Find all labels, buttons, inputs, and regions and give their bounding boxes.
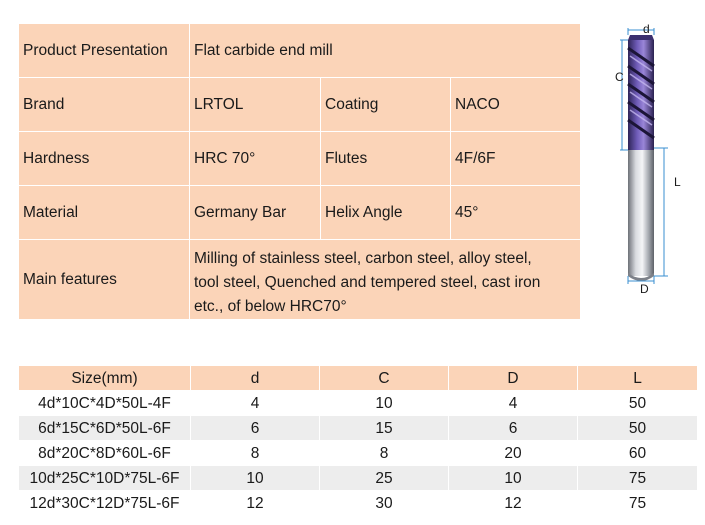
dimension-l-label: L <box>674 175 681 189</box>
cell-l: 50 <box>578 416 697 441</box>
spec-row-brand <box>19 78 580 132</box>
hardness-value: HRC 70° <box>190 132 321 186</box>
hardness-label: Hardness <box>19 132 190 186</box>
cell-d: 6 <box>191 416 320 441</box>
shank <box>628 148 654 276</box>
cell-size: 4d*10C*4D*50L-4F <box>19 391 191 416</box>
cell-c: 10 <box>320 391 449 416</box>
table-row <box>19 466 697 491</box>
flutes-value: 4F/6F <box>451 132 580 186</box>
material-value: Germany Bar <box>190 186 321 240</box>
coating-label: Coating <box>321 78 451 132</box>
header-l: L <box>578 366 697 391</box>
material-label: Material <box>19 186 190 240</box>
cell-c: 8 <box>320 441 449 466</box>
header-d: d <box>191 366 320 391</box>
helix-label: Helix Angle <box>321 186 451 240</box>
header-size: Size(mm) <box>19 366 191 391</box>
header-dd: D <box>449 366 578 391</box>
spec-row-material <box>19 186 580 240</box>
cell-size: 6d*15C*6D*50L-6F <box>19 416 191 441</box>
cell-d: 10 <box>191 466 320 491</box>
spec-table <box>19 24 580 320</box>
cell-d: 12 <box>191 491 320 516</box>
product-value: Flat carbide end mill <box>190 24 580 78</box>
cell-d: 8 <box>191 441 320 466</box>
spec-row-hardness <box>19 132 580 186</box>
cell-d: 4 <box>191 391 320 416</box>
cell-dd: 6 <box>449 416 578 441</box>
helix-value: 45° <box>451 186 580 240</box>
cell-dd: 20 <box>449 441 578 466</box>
end-mill-diagram <box>598 18 705 303</box>
flute-tip <box>628 35 654 40</box>
features-line-3: etc., of below HRC70° <box>194 298 347 315</box>
coating-value: NACO <box>451 78 580 132</box>
cell-size: 8d*20C*8D*60L-6F <box>19 441 191 466</box>
cell-l: 75 <box>578 466 697 491</box>
cell-c: 30 <box>320 491 449 516</box>
dimension-dd-label: D <box>640 282 649 296</box>
cell-l: 50 <box>578 391 697 416</box>
features-label: Main features <box>19 240 190 320</box>
features-line-1: Milling of stainless steel, carbon steel, alloy steel, <box>194 250 532 267</box>
cell-c: 25 <box>320 466 449 491</box>
brand-label: Brand <box>19 78 190 132</box>
table-row <box>19 391 697 416</box>
spec-row-product <box>19 24 580 78</box>
cell-size: 10d*25C*10D*75L-6F <box>19 466 191 491</box>
dimension-c-label: C <box>615 70 624 84</box>
end-mill-drawing <box>598 18 705 303</box>
cell-l: 75 <box>578 491 697 516</box>
size-table-body <box>19 391 697 516</box>
cell-size: 12d*30C*12D*75L-6F <box>19 491 191 516</box>
cell-dd: 10 <box>449 466 578 491</box>
header-c: C <box>320 366 449 391</box>
cell-dd: 12 <box>449 491 578 516</box>
spec-row-features <box>19 240 580 320</box>
cell-l: 60 <box>578 441 697 466</box>
cell-c: 15 <box>320 416 449 441</box>
dimension-d-label: d <box>643 22 650 36</box>
table-row <box>19 416 697 441</box>
cell-dd: 4 <box>449 391 578 416</box>
flutes-label: Flutes <box>321 132 451 186</box>
size-table-header <box>19 366 697 391</box>
product-label: Product Presentation <box>19 24 190 78</box>
brand-value: LRTOL <box>190 78 321 132</box>
features-value <box>190 240 580 320</box>
features-line-2: tool steel, Quenched and tempered steel, cast iron <box>194 274 541 291</box>
table-row <box>19 441 697 466</box>
table-row <box>19 491 697 516</box>
size-table <box>19 366 697 516</box>
